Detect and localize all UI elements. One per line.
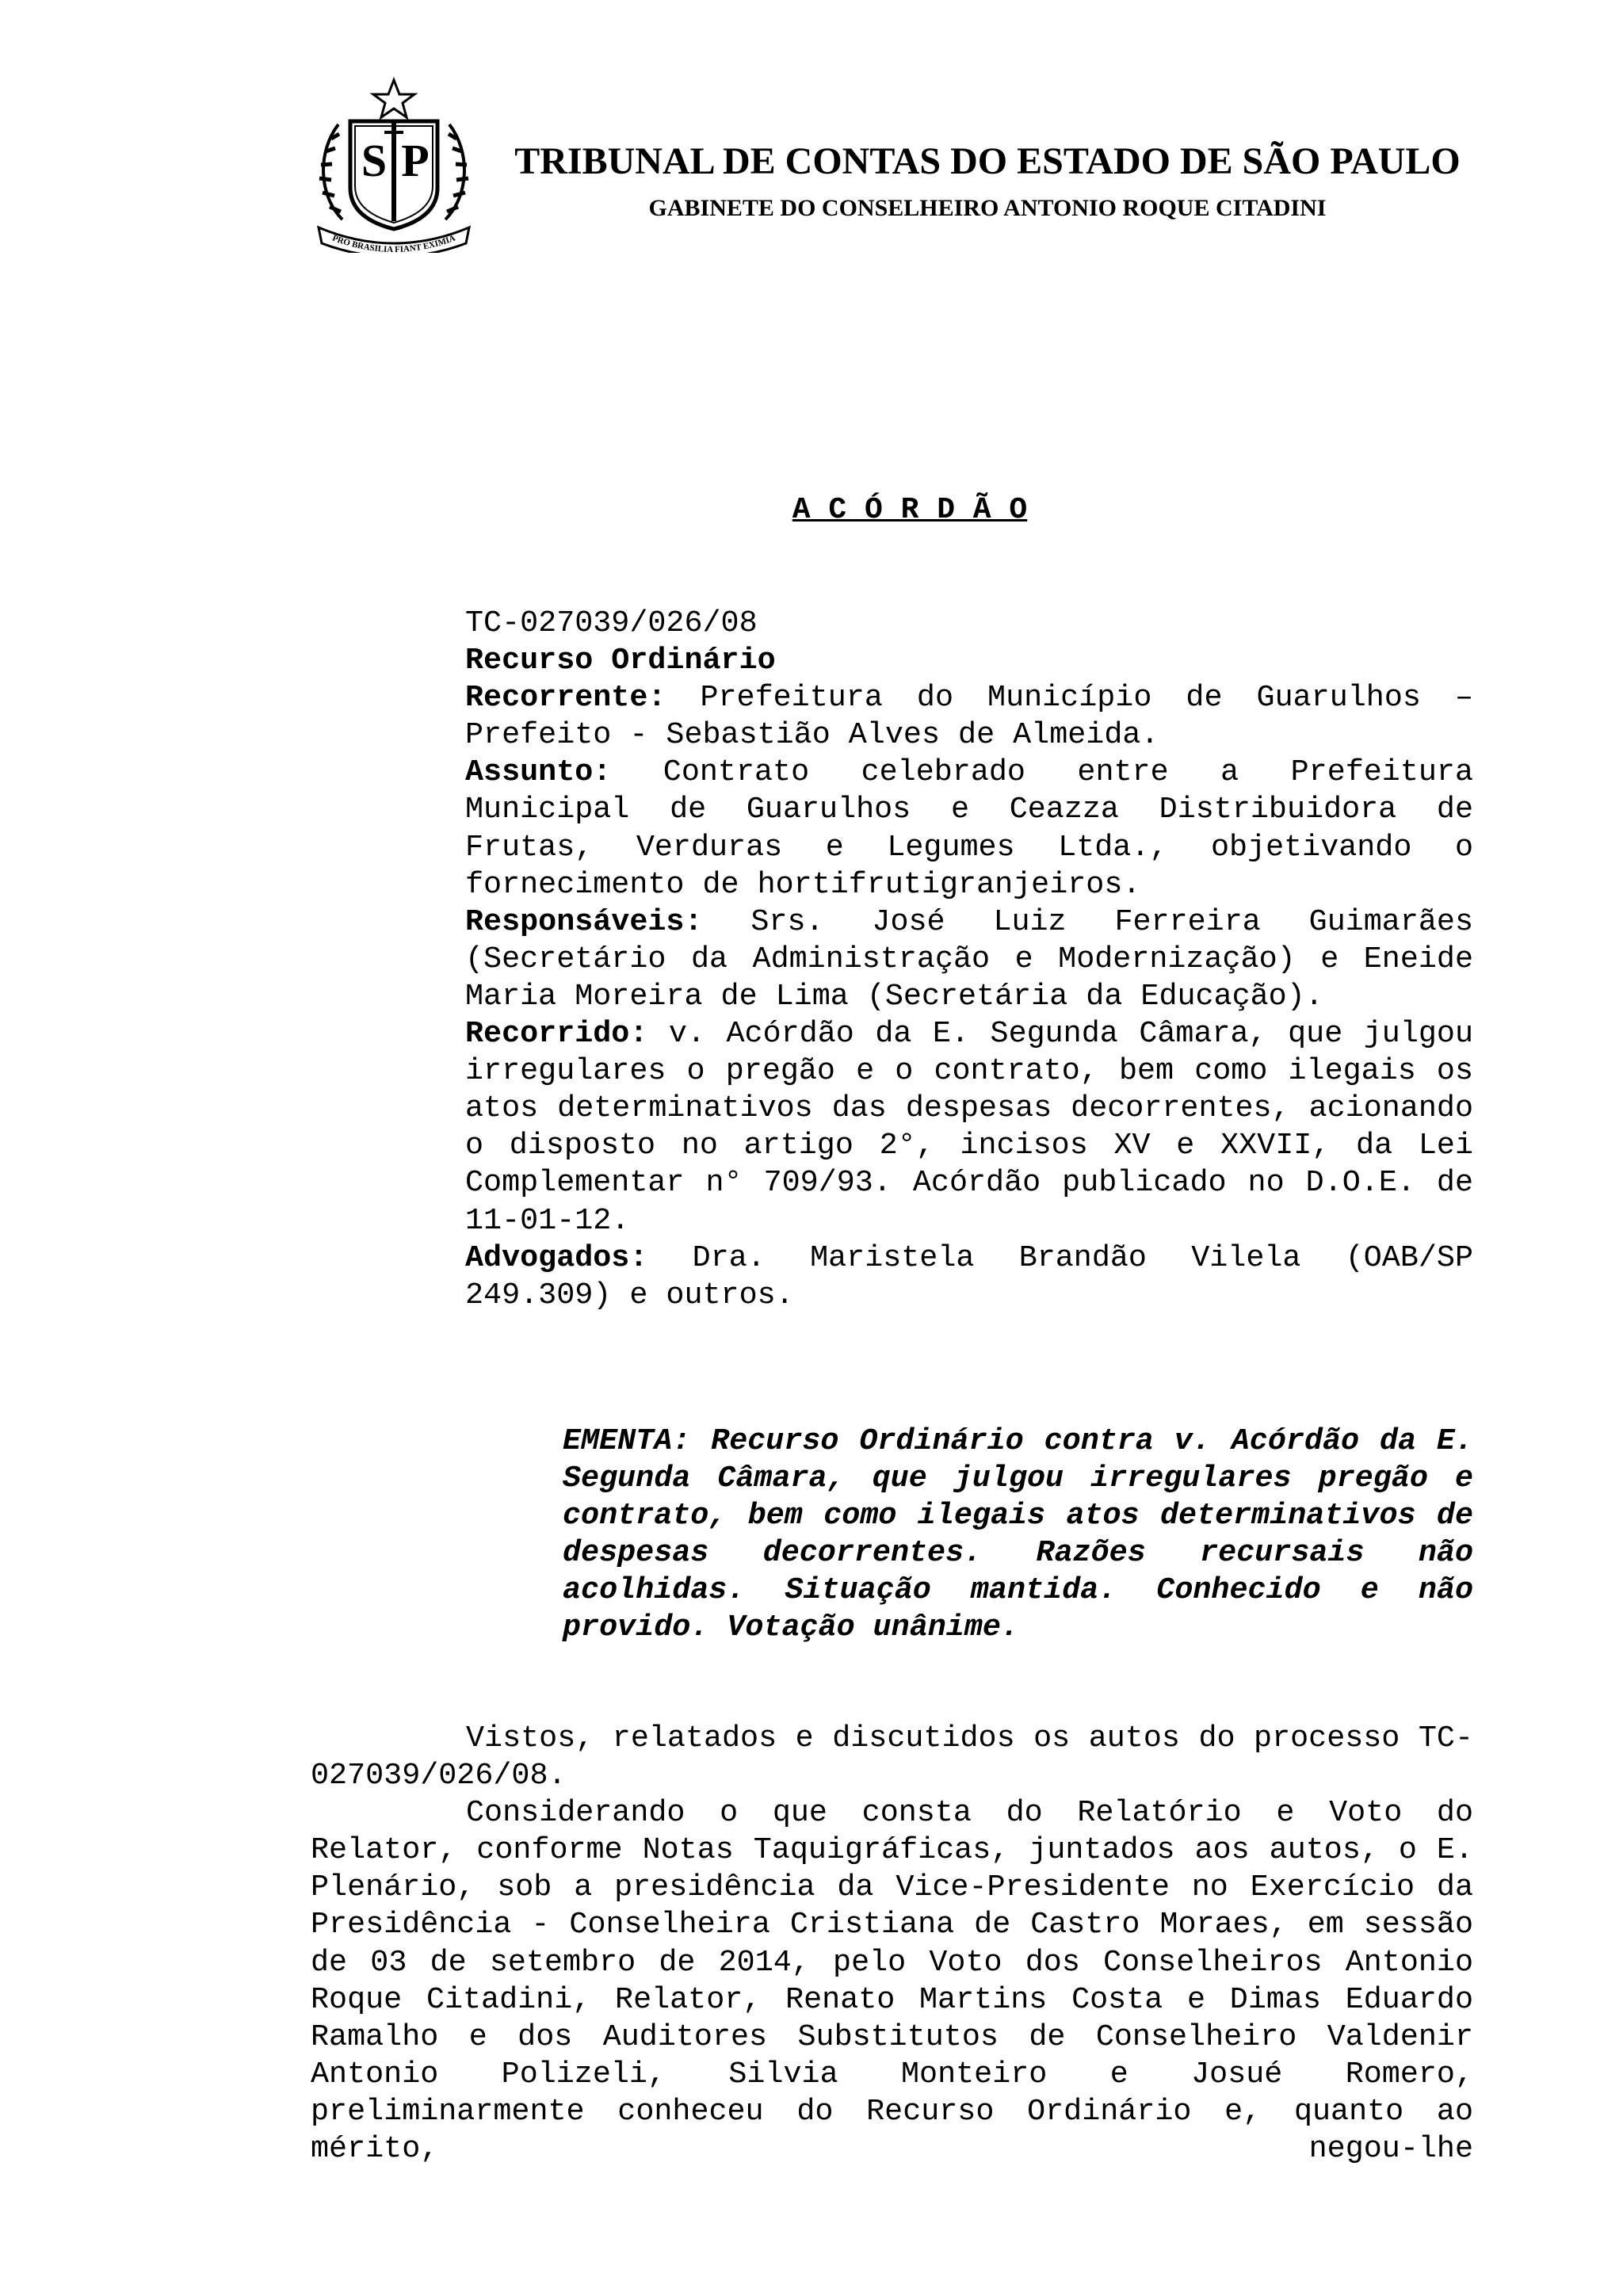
advogados-label: Advogados: <box>465 1240 648 1275</box>
responsaveis-text: Srs. José Luiz Ferreira Guimarães (Secretário da Administração e Modernização) e Eneide Maria Moreira de Lima (Secretária da Educação). <box>465 904 1473 1014</box>
advogados-row <box>465 1240 1473 1314</box>
seal-star <box>373 80 414 117</box>
recorrido-row <box>465 1015 1473 1240</box>
recorrente-row <box>465 679 1473 754</box>
recorrente-text: Prefeitura do Município de Guarulhos – Prefeito - Sebastião Alves de Almeida. <box>465 680 1473 753</box>
seal-letter-p: P <box>401 135 430 186</box>
responsaveis-label: Responsáveis: <box>465 904 703 939</box>
assunto-row <box>465 754 1473 903</box>
appeal-type: Recurso Ordinário <box>465 643 776 678</box>
sao-paulo-coat-of-arms <box>311 77 477 253</box>
advogados-text: Dra. Maristela Brandão Vilela (OAB/SP 249.309) e outros. <box>465 1240 1473 1312</box>
recorrido-text: v. Acórdão da E. Segunda Câmara, que julgou irregulares o pregão e o contrato, bem como ilegais os atos determinativos das despesas decorrentes, acionando o disposto no artigo 2°, incisos XV e XXVII, da Lei Complementar n° 709/93. Acórdão publicado no D.O.E. de 11-01-12. <box>465 1016 1473 1238</box>
assunto-label: Assunto: <box>465 755 612 790</box>
ementa-block <box>563 1423 1473 1647</box>
paragraph-vistos: Vistos, relatados e discutidos os autos do processo TC-027039/026/08. <box>311 1721 1473 1794</box>
document-title: A C Ó R D Ã O <box>792 493 1028 527</box>
ementa-text: EMENTA: Recurso Ordinário contra v. Acórdão da E. Segunda Câmara, que julgou irregulares pregão e contrato, bem como ilegais atos determinativos de despesas decorrentes. Razões recursais não acolhidas. Situação mantida. Conhecido e não provido. Votação unânime. <box>563 1423 1473 1645</box>
responsaveis-row <box>465 904 1473 1015</box>
recorrido-label: Recorrido: <box>465 1016 648 1052</box>
case-details <box>465 605 1473 1314</box>
institution-name: TRIBUNAL DE CONTAS DO ESTADO DE SÃO PAULO <box>514 140 1461 182</box>
recorrente-label: Recorrente: <box>465 680 666 716</box>
paragraph-considerando: Considerando o que consta do Relatório e Voto do Relator, conforme Notas Taquigráficas, juntados aos autos, o E. Plenário, sob a presidência da Vice-Presidente no Exercício da Presidência - Conselheira Cristiana de Castro Moraes, em sessão de 03 de setembro de 2014, pelo Voto dos Conselheiros Antonio Roque Citadini, Relator, Renato Martins Costa e Dimas Eduardo Ramalho e dos Auditores Substitutos de Conselheiro Valdenir Antonio Polizeli, Silvia Monteiro e Josué Romero, preliminarmente conheceu do Recurso Ordinário e, quanto ao mérito, negou-lhe <box>311 1795 1473 2167</box>
assunto-text: Contrato celebrado entre a Prefeitura Municipal de Guarulhos e Ceazza Distribuidora de Frutas, Verduras e Legumes Ltda., objetivando o fornecimento de hortifrutigranjeiros. <box>465 755 1473 902</box>
process-number: TC-027039/026/08 <box>465 606 758 640</box>
office-name: GABINETE DO CONSELHEIRO ANTONIO ROQUE CITADINI <box>648 195 1327 221</box>
seal-letter-s: S <box>361 135 388 186</box>
decision-body <box>311 1720 1473 2168</box>
seal-motto: PRO BRASILIA FIANT EXIMIA <box>330 233 457 253</box>
